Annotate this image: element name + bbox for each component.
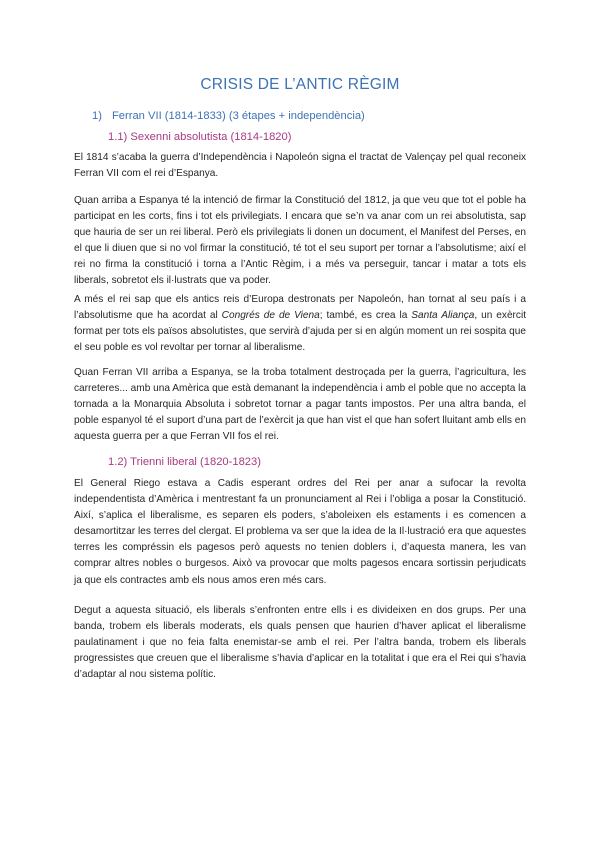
section-title: Ferran VII (1814-1833) (3 étapes + independència) xyxy=(111,110,365,122)
paragraph-text: A més el rei sap que els antics reis d’Europa destronats per Napoleón, han tornat al seu país i a l’absolutisme que ha acordat al xyxy=(74,294,526,322)
subsection-heading-sexenni: 1.1) Sexenni absolutista (1814-1820) xyxy=(108,131,292,143)
paragraph: El 1814 s’acaba la guerra d’Independència i Napoleón signa el tractat de Valençay pel qual reconeix Ferran VII com el rei d’Espanya. xyxy=(74,152,526,180)
document-title: CRISIS DE L’ANTIC RÈGIM xyxy=(200,76,400,93)
paragraph: Quan Ferran VII arriba a Espanya, se la troba totalment destroçada per la guerra, l’agricultura, les carreteres... amb una Amèrica que està demanant la independència i amb el poble que no accepta la tornada a la Monarquia Absoluta i sobretot tornar a pagar tants impostos. Per una altra banda, el poble espanyol té el suport d’una part de l’exèrcit ja que han vist el que han sofert lluitant amb ells en aquesta guerra per a que Ferran VII fos el rei. xyxy=(74,367,526,443)
section-number: 1) xyxy=(92,110,102,122)
section-heading xyxy=(92,110,365,122)
paragraph: Degut a aquesta situació, els liberals s’enfronten entre ells i es divideixen en dos grups. Per una banda, trobem els liberals moderats, els quals pensen que haurien d’haver aplicat el liberalisme paulatinament i que no feia falta enemistar-se amb el rei. Per l’altra banda, trobem els liberals progressistes que creuen que el liberalisme s’havia d’aplicar en la totalitat i que era el Rei qui s’havia d’adaptar al nou sistema polític. xyxy=(74,605,526,681)
paragraph-text: ; també, es crea la xyxy=(319,310,412,322)
paragraph xyxy=(74,292,526,356)
emphasis-santa-alianca: Santa Aliança xyxy=(411,310,475,322)
subsection-heading-trienni: 1.2) Trienni liberal (1820-1823) xyxy=(108,456,261,468)
paragraph: El General Riego estava a Cadis esperant ordres del Rei per anar a sufocar la revolta independentista d’Amèrica i mentrestant fa un pronunciament al Rei i l’obliga a posar la Constitució. Així, s’aplica el liberalisme, es separen els poders, s’aboleixen els estaments i es comencen a desamortitzar les terres del clergat. El problema va ser que la idea de la Il·lustració era que aquestes terres les compréssin els pagesos però aquests no tenien doblers i, d’aquesta manera, les van comprar altres nobles o burgesos. Això va provocar que molts pagesos encara sortissin perjudicats ja que els contractes amb els nous amos eren més cars. xyxy=(74,478,526,586)
paragraph-text: , un exèrcit format per tots els països absolutistes, que servirà d’ajuda per si en algún moment un rei sospita que el seu poble es vol revoltar per tornar al liberalisme. xyxy=(74,310,527,354)
emphasis-congres: Congrés de de Viena xyxy=(221,310,320,322)
paragraph: Quan arriba a Espanya té la intenció de firmar la Constitució del 1812, ja que veu que tot el poble ha participat en les corts, fins i tot els privilegiats. I encara que se’n va anar com un rei absolutista, sap que hauria de ser un rei liberal. Però els privilegiats li donen un document, el Manifest del Perses, en el que li diuen que si no vol firmar la constitució, té tot el seu suport per tornar a l’absolutisme; així el rei no firma la constitució i torna a l’Antic Règim, i a més va perseguir, tancar i matar a tots els liberals, sobretot els il·lustrats que va poder. xyxy=(74,195,526,287)
